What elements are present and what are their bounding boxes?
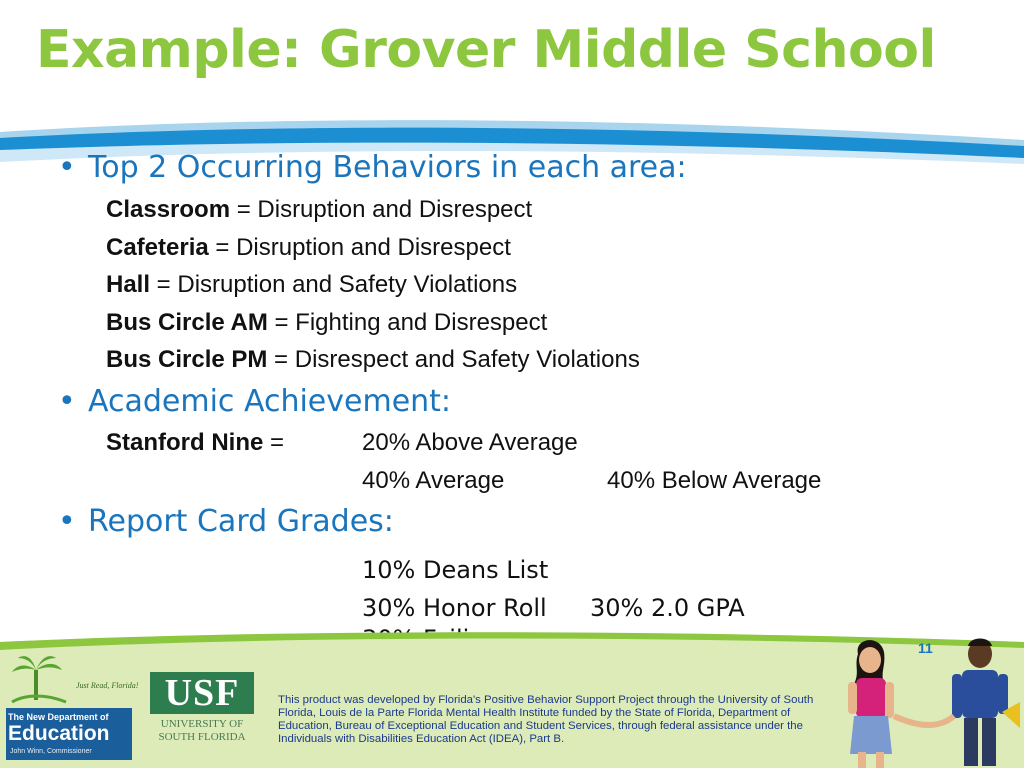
usf-line1: UNIVERSITY OF bbox=[160, 718, 244, 730]
behavior-value: = Disrespect and Safety Violations bbox=[267, 346, 640, 373]
bullet-behaviors: • Top 2 Occurring Behaviors in each area: bbox=[58, 150, 687, 185]
footer-disclaimer: This product was developed by Florida's Positive Behavior Support Project through the University of South Florida, Louis de la Parte Florida Mental Health Institute funded by the State of Florida, Department of Education, Bureau of Exceptional Education and Student Services, through federal assistance under the Individuals with Disabilities Education Act (IDEA), Part B. bbox=[278, 694, 814, 745]
academic-equals: = bbox=[263, 429, 285, 456]
behavior-value: = Disruption and Disrespect bbox=[230, 196, 533, 223]
page-number: 11 bbox=[918, 640, 933, 656]
academic-above: 20% Above Average bbox=[362, 429, 578, 456]
behavior-cafeteria bbox=[106, 234, 511, 262]
behavior-value: = Fighting and Disrespect bbox=[267, 309, 548, 336]
behavior-area: Bus Circle PM bbox=[106, 346, 268, 373]
boy-figure bbox=[952, 639, 1020, 767]
children-illustration bbox=[840, 632, 1024, 768]
doe-label: The New Department of bbox=[8, 712, 109, 722]
academic-test bbox=[106, 429, 284, 457]
bullet-academic-label: Academic Achievement: bbox=[88, 384, 452, 419]
behavior-bus-pm bbox=[106, 346, 640, 374]
usf-university-name bbox=[150, 718, 254, 744]
bullet-behaviors-label: Top 2 Occurring Behaviors in each area: bbox=[88, 150, 687, 185]
academic-test-name: Stanford Nine bbox=[106, 429, 264, 456]
behavior-area: Hall bbox=[106, 271, 151, 298]
palm-tree-icon bbox=[12, 656, 62, 700]
usf-line2: SOUTH FLORIDA bbox=[158, 731, 246, 743]
behavior-area: Bus Circle AM bbox=[106, 309, 268, 336]
girl-figure bbox=[848, 640, 894, 768]
bullet-grades-label: Report Card Grades: bbox=[88, 504, 394, 539]
behavior-bus-am bbox=[106, 309, 547, 337]
academic-average: 40% Average bbox=[362, 467, 505, 494]
behavior-value: = Disruption and Disrespect bbox=[208, 234, 511, 261]
bullet-grades: • Report Card Grades: bbox=[58, 504, 394, 539]
behavior-hall bbox=[106, 271, 517, 299]
bullet-academic: • Academic Achievement: bbox=[58, 384, 452, 419]
grades-gpa: 30% 2.0 GPA bbox=[590, 594, 745, 622]
usf-logo: USF bbox=[150, 672, 254, 714]
behavior-area: Cafeteria bbox=[106, 234, 209, 261]
slide-title: Example: Grover Middle School bbox=[36, 20, 936, 80]
doe-education-wordmark: Education bbox=[8, 722, 110, 745]
behavior-value: = Disruption and Safety Violations bbox=[150, 271, 518, 298]
grades-honor: 30% Honor Roll bbox=[362, 594, 547, 622]
doe-tagline: Just Read, Florida! bbox=[76, 681, 139, 690]
grades-deans: 10% Deans List bbox=[362, 556, 549, 584]
behavior-area: Classroom bbox=[106, 196, 231, 223]
academic-below: 40% Below Average bbox=[607, 467, 822, 494]
doe-commissioner: John Winn, Commissioner bbox=[10, 748, 92, 755]
behavior-classroom bbox=[106, 196, 532, 224]
